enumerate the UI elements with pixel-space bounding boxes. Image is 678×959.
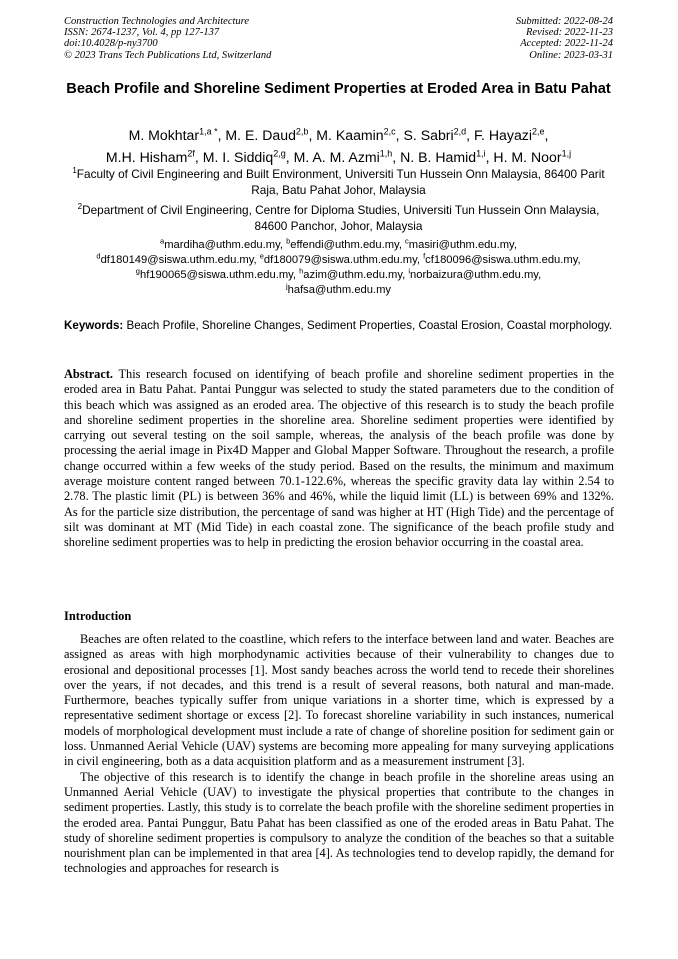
author: M. Mokhtar$^{1,a *}$, — [128, 126, 226, 143]
email: $^b$effendi@uthm.edu.my — [286, 236, 399, 251]
affiliation-2: $^2$Department of Civil Engineering, Centre for Diploma Studies, Universiti Tun Hussein Onn Malaysia, 84600 Panchor, Johor, Malaysia — [77, 202, 600, 233]
author: M. I. Siddiq$^{2,g}$, — [202, 148, 294, 165]
email: $^d$df180149@siswa.uthm.edu.my — [96, 251, 254, 266]
author: M. Kaamin$^{2,c}$, — [316, 126, 404, 143]
doi-line: doi:10.4028/p-ny3700 — [64, 38, 158, 50]
email-list: $^a$mardiha@uthm.edu.my, $^b$effendi@uthm.edu.my, $^c$masiri@uthm.edu.my, $^d$df180149@siswa.uthm.edu.my, $^e$df180079@siswa.uthm.edu.my, $^f$cf180096@siswa.uthm.edu.my, $^g$hf190065@siswa.uthm.edu.my, $^h$azim@uthm.edu.my, $^i$norbaizura@uthm.edu.my, $^j$hafsa@uthm.edu.my — [96, 236, 581, 296]
copyright-line: © 2023 Trans Tech Publications Ltd, Switzerland — [64, 49, 272, 61]
email: $^i$norbaizura@uthm.edu.my — [408, 266, 539, 281]
issn-line: ISSN: 2674-1237, Vol. 4, pp 127-137 — [64, 27, 220, 39]
accepted-date: Accepted: 2022-11-24 — [520, 38, 613, 50]
author: F. Hayazi$^{2,e}$, — [474, 126, 549, 143]
journal-info — [64, 16, 271, 61]
email: $^c$masiri@uthm.edu.my — [405, 236, 514, 251]
abstract-label: Abstract. — [64, 367, 114, 381]
keywords-text: Beach Profile, Shoreline Changes, Sediment Properties, Coastal Erosion, Coastal morphology. — [123, 319, 613, 332]
author: H. M. Noor$^{1,j}$ — [493, 148, 572, 165]
journal-name: Construction Technologies and Architecture — [64, 16, 250, 27]
keywords-section — [64, 318, 613, 333]
page-header — [64, 16, 613, 61]
paper-title: Beach Profile and Shoreline Sediment Properties at Eroded Area in Batu Pahat — [66, 81, 611, 97]
introduction-heading: Introduction — [64, 609, 132, 623]
author: N. B. Hamid$^{1,i}$, — [400, 148, 494, 165]
abstract-section — [64, 367, 614, 551]
revised-date: Revised: 2022-11-23 — [526, 27, 613, 39]
keywords-label: Keywords: — [64, 319, 124, 332]
email: $^g$hf190065@siswa.uthm.edu.my — [135, 266, 293, 281]
email: $^e$df180079@siswa.uthm.edu.my — [259, 251, 417, 266]
author: M.H. Hisham$^{2f}$, — [105, 148, 203, 165]
author-list — [64, 124, 613, 168]
abstract-text: This research focused on identifying of beach profile and shoreline sediment properties in the eroded area in Batu Pahat. Pantai Punggur was selected to study the stated parameters due to the condition of this beach which was assigned as an eroded area. The objective of this research is to study the beach profile and shoreline sediment properties in the shoreline area. Shoreline sediment properties were identified by carrying out several testing on the soil sample, whereas, the analysis of the beach profile was done by processing the aerial image in Pix4D Mapper and Global Mapper Software. Throughout the research, a profile change occurred within a few weeks of the study period. Based on the results, the minimum and maximum average moisture content ranged between 70.1-122.6%, whereas the specific gravity data lay within 2.54 to 2.78. The plastic limit (PL) is between 36% and 46%, while the liquid limit (LL) is between 69% and 132%. As for the particle size distribution, the percentage of sand was higher at HT (High Tide) and the percentage of silt was dominant at MT (Mid Tide) in each coastal zone. The significance of the beach profile study and shoreline sediment properties was to help in predicting the erosion behavior occurring in the coastal area. — [64, 367, 614, 550]
paragraph: The objective of this research is to identify the change in beach profile in the shoreline areas using an Unmanned Aerial Vehicle (UAV) to investigate the physical properties that contribute to the changes in sediment properties. Lastly, this study is to correlate the beach profile with the shoreline sediment properties in the eroded area. Pantai Punggur, Batu Pahat has been classified as one of the eroded areas in Batu Pahat. The study of shoreline sediment properties is compulsory to analyze the condition of the beaches so that a suitable nourishment plan can be implemented in that area [4]. As technologies tend to develop rapidly, the demand for technologies and approaches for research is — [64, 769, 614, 876]
paragraph: Beaches are often related to the coastline, which refers to the interface between land and water. Beaches are assigned as areas with high morphodynamic activities because of their vulnerability to changes due to erosional and depositional processes [1]. Most sandy beaches across the world tend to recede their shorelines over the years, if not decades, and this trend is a result of several reasons, both natural and man-made. Furthermore, beaches typically suffer from unique variations in a shorter time, which is expressed by a representative sediment shortage or excess [2]. To forecast shoreline variability in such instances, numerical models of morphological development must include a rate of change of shoreline position for sediment gain or loss. Unmanned Aerial Vehicle (UAV) systems are becoming more appealing for many surveying applications in civil engineering, both as a data acquisition platform and as a measurement instrument [3]. — [64, 632, 614, 769]
affiliation-1: $^1$Faculty of Civil Engineering and Built Environment, Universiti Tun Hussein Onn Malaysia, 86400 Parit Raja, Batu Pahat Johor, Malaysia — [72, 166, 605, 197]
online-date: Online: 2023-03-31 — [529, 49, 613, 61]
author: S. Sabri$^{2,d}$, — [403, 126, 474, 143]
publication-dates — [516, 16, 613, 61]
introduction-body — [64, 632, 614, 877]
email: $^a$mardiha@uthm.edu.my — [160, 236, 280, 251]
author: M. A. M. Azmi$^{1,h}$, — [293, 148, 401, 165]
email: $^f$cf180096@siswa.uthm.edu.my — [423, 251, 578, 266]
email: $^h$azim@uthm.edu.my — [299, 266, 403, 281]
email: $^j$hafsa@uthm.edu.my — [285, 281, 392, 296]
author: M. E. Daud$^{2,b}$, — [225, 126, 317, 143]
submitted-date: Submitted: 2022-08-24 — [515, 16, 613, 27]
